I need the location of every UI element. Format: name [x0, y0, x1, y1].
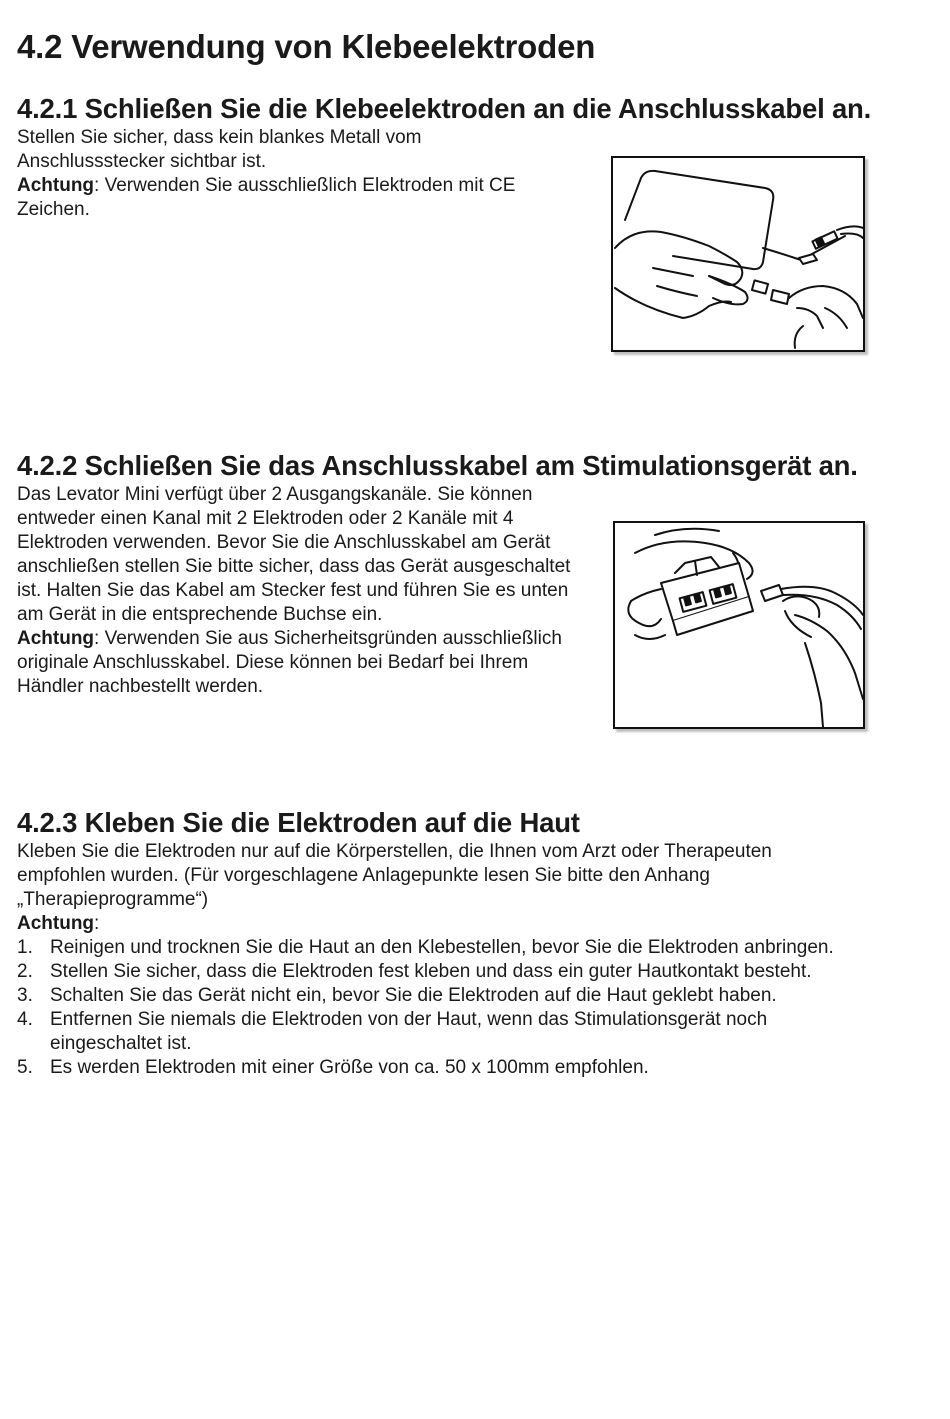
- section-heading: 4.2.2 Schließen Sie das Anschlusskabel am Stimulationsgerät an.: [17, 450, 858, 481]
- section-heading: 4.2.1 Schließen Sie die Klebeelektroden an die Anschlusskabel an.: [17, 93, 872, 124]
- list-number: 5.: [17, 1057, 33, 1078]
- list-text: Es werden Elektroden mit einer Größe von ca. 50 x 100mm empfohlen.: [50, 1057, 649, 1078]
- section-4-2-3: [17, 805, 917, 1080]
- list-text: Entfernen Sie niemals die Elektroden von der Haut, wenn das Stimulationsgerät noch eingeschaltet ist.: [50, 1009, 768, 1054]
- instruction-text: Das Levator Mini verfügt über 2 Ausgangskanäle. Sie können entweder einen Kanal mit 2 Elektroden oder 2 Kanäle mit 4 Elektroden verwenden. Bevor Sie die Anschlusskabel am Gerät anschließen stellen Sie bitte sicher, dass das Gerät ausgeschaltet ist. Halten Sie das Kabel am Stecker fest und führen Sie es unten am Gerät in die entsprechende Buchse ein.: [17, 484, 571, 625]
- list-number: 3.: [17, 985, 33, 1006]
- instruction-list: [17, 936, 917, 1080]
- cable-to-device-illustration: [613, 521, 865, 729]
- list-number: 4.: [17, 1009, 33, 1030]
- warning-label: Achtung: [17, 628, 95, 649]
- list-item: [17, 1056, 917, 1080]
- section-text: [17, 483, 592, 699]
- page-title: 4.2 Verwendung von Klebeelektroden: [17, 28, 596, 65]
- section-text: [17, 126, 562, 222]
- electrode-connect-illustration: [611, 156, 865, 352]
- list-text: Stellen Sie sicher, dass die Elektroden fest kleben und dass ein guter Hautkontakt besteht.: [50, 961, 812, 982]
- list-number: 1.: [17, 937, 33, 958]
- list-item: [17, 960, 917, 984]
- warning-line: [17, 912, 917, 936]
- list-text: Schalten Sie das Gerät nicht ein, bevor Sie die Elektroden auf die Haut geklebt haben.: [50, 985, 777, 1006]
- list-text: Reinigen und trocknen Sie die Haut an den Klebestellen, bevor Sie die Elektroden anbringen.: [50, 937, 834, 958]
- list-number: 2.: [17, 961, 33, 982]
- list-item: [17, 984, 917, 1008]
- warning-text: : Verwenden Sie ausschließlich Elektroden mit CE Zeichen.: [17, 175, 516, 220]
- section-heading: 4.2.3 Kleben Sie die Elektroden auf die Haut: [17, 807, 580, 838]
- list-item: [17, 936, 917, 960]
- warning-label: Achtung: [17, 913, 95, 934]
- warning-text: : Verwenden Sie aus Sicherheitsgründen ausschließlich originale Anschlusskabel. Diese können bei Bedarf bei Ihrem Händler nachbestellt werden.: [17, 628, 562, 697]
- section-text: Kleben Sie die Elektroden nur auf die Körperstellen, die Ihnen vom Arzt oder Therapeuten empfohlen wurden. (Für vorgeschlagene Anlagepunkte lesen Sie bitte den Anhang „Therapieprogramme“): [17, 841, 772, 910]
- warning-label: Achtung: [17, 175, 95, 196]
- list-item: [17, 1008, 820, 1056]
- warning-colon: :: [94, 913, 100, 934]
- instruction-text: Stellen Sie sicher, dass kein blankes Metall vom Anschlussstecker sichtbar ist.: [17, 127, 422, 172]
